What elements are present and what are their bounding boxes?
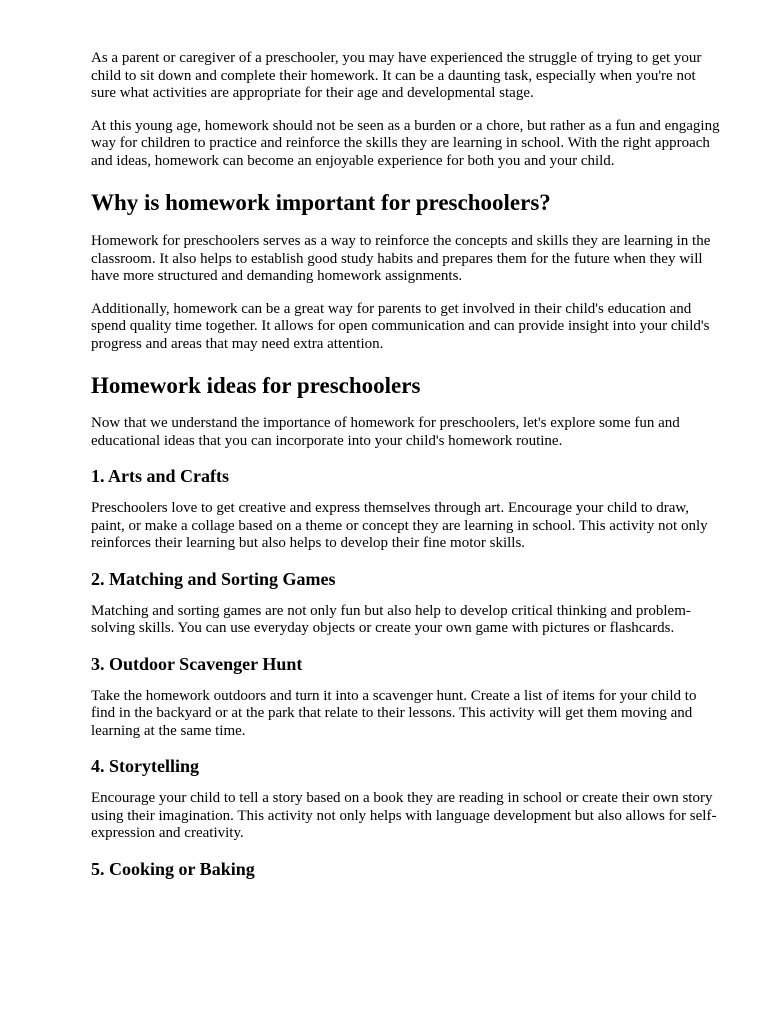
ideas-intro-paragraph: Now that we understand the importance of homework for preschoolers, let's explore some fun and educational ideas that you can incorporate into your child's homework routine.: [91, 415, 680, 449]
idea-text-arts-crafts: Preschoolers love to get creative and express themselves through art. Encourage your child to draw, paint, or make a collage based on a theme or concept they are learning in school. This activity not only reinforces their learning but also helps to develop their fine motor skills.: [91, 500, 708, 551]
heading-why-homework-important: Why is homework important for preschoolers?: [91, 190, 551, 215]
idea-text-scavenger-hunt: Take the homework outdoors and turn it into a scavenger hunt. Create a list of items for your child to find in the backyard or at the park that relate to their lessons. This activity will get them moving and learning at the same time.: [91, 687, 697, 739]
idea-heading-cooking-baking: 5. Cooking or Baking: [91, 858, 255, 879]
idea-heading-scavenger-hunt: 3. Outdoor Scavenger Hunt: [91, 653, 303, 674]
idea-heading-matching-sorting: 2. Matching and Sorting Games: [91, 568, 336, 589]
idea-heading-arts-crafts: 1. Arts and Crafts: [91, 466, 229, 486]
idea-text-matching-sorting: Matching and sorting games are not only fun but also help to develop critical thinking and problem-solving skills. You can use everyday objects or create your own game with pictures or flashcards.: [91, 602, 691, 636]
why-paragraph-2: Additionally, homework can be a great way for parents to get involved in their child's education and spend quality time together. It allows for open communication and can provide insight into your child's progress and areas that may need extra attention.: [91, 300, 710, 352]
heading-homework-ideas: Homework ideas for preschoolers: [91, 373, 421, 398]
intro-paragraph-1: As a parent or caregiver of a preschooler, you may have experienced the struggle of trying to get your child to sit down and complete their homework. It can be a daunting task, especially when you're not sure what activities are appropriate for their age and developmental stage.: [91, 50, 702, 101]
why-paragraph-1: Homework for preschoolers serves as a way to reinforce the concepts and skills they are learning in the classroom. It also helps to establish good study habits and prepares them for the future when they will have more structured and demanding homework assignments.: [91, 233, 711, 284]
idea-text-storytelling: Encourage your child to tell a story based on a book they are reading in school or create their own story using their imagination. This activity not only helps with language development but also allows for self-expression and creativity.: [91, 790, 717, 841]
document-page: [91, 50, 721, 880]
idea-heading-storytelling: 4. Storytelling: [91, 756, 199, 776]
intro-paragraph-2: At this young age, homework should not be seen as a burden or a chore, but rather as a fun and engaging way for children to practice and reinforce the skills they are learning in school. With the right approach and ideas, homework can become an enjoyable experience for both you and your child.: [91, 117, 720, 169]
